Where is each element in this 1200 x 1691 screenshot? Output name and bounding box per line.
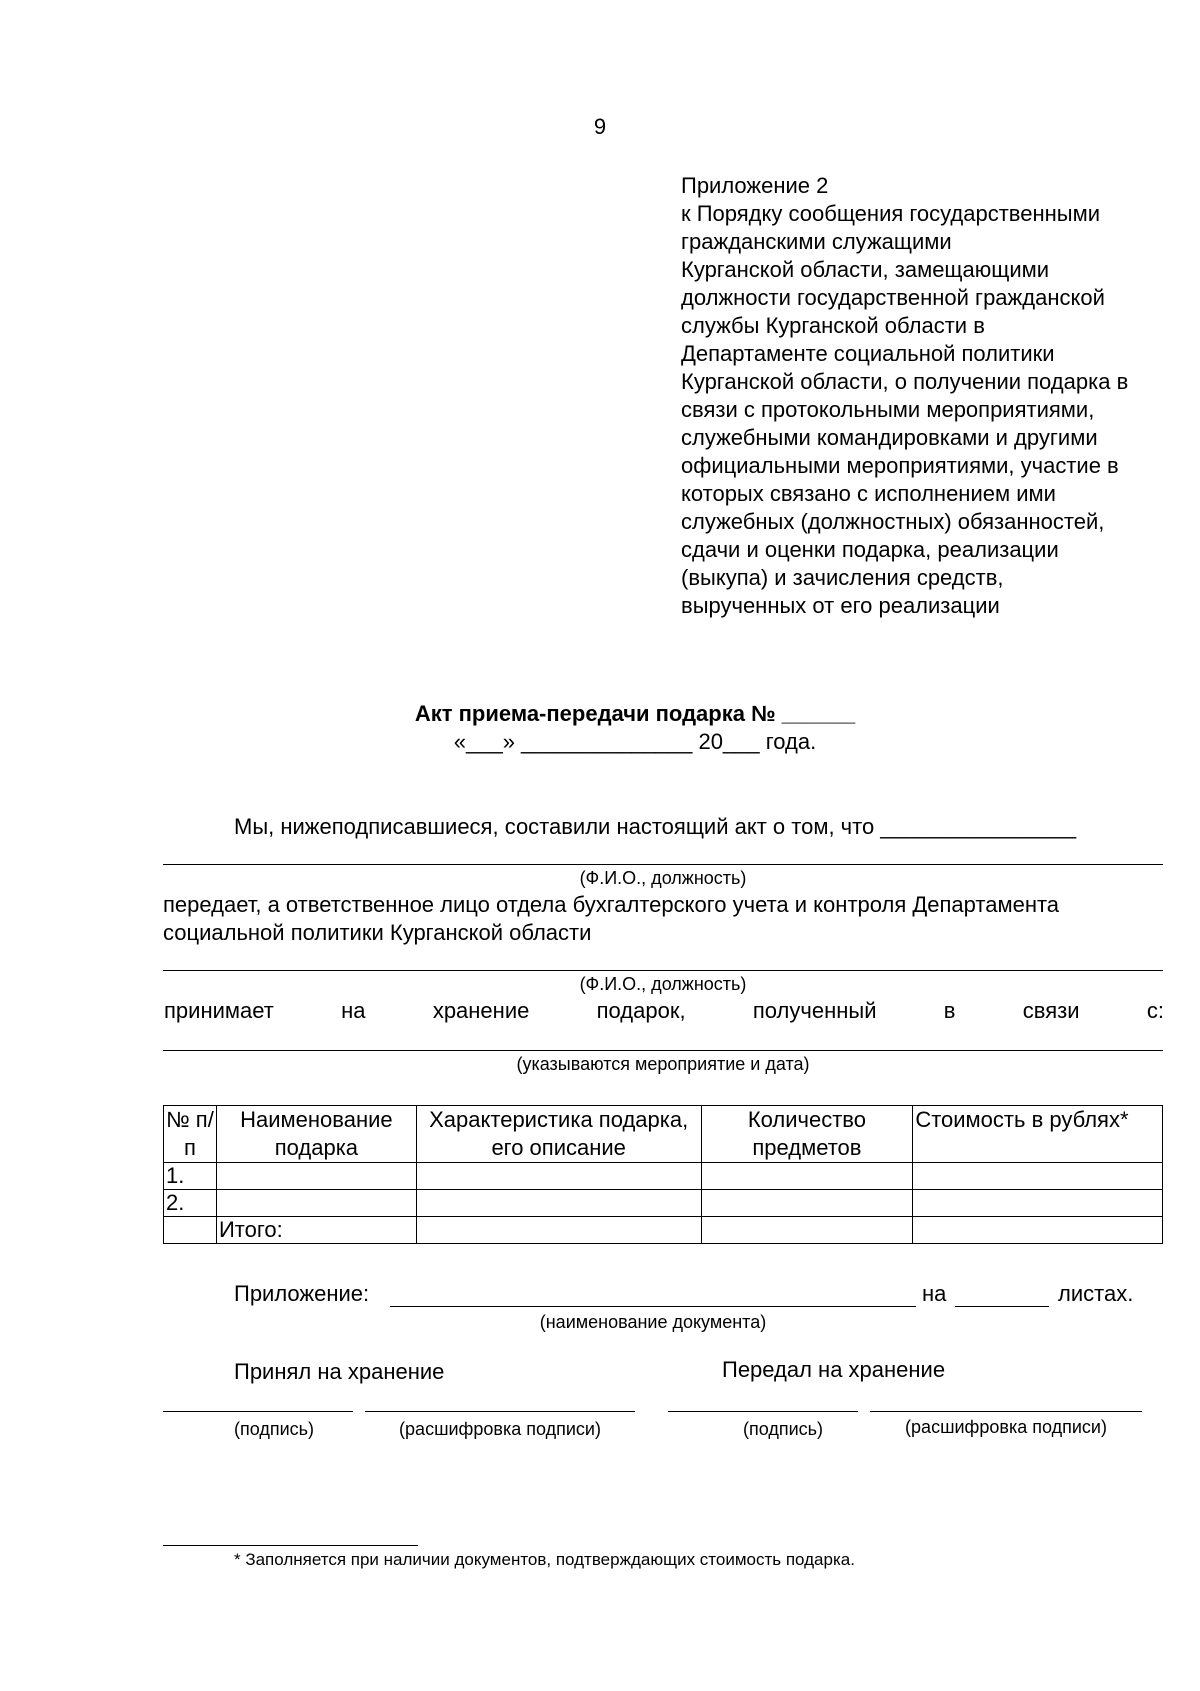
table-cell: [701, 1163, 913, 1190]
header-name: Наименование подарка: [216, 1106, 416, 1163]
header-description: Характеристика подарка, его описание: [416, 1106, 701, 1163]
accepts-line: [164, 998, 1164, 1024]
appendix-line: служебными командировками и другими: [681, 425, 1098, 450]
table-cell: [701, 1190, 913, 1217]
table-cell: [216, 1163, 416, 1190]
footnote-separator: [163, 1545, 418, 1546]
caption-fio-1: (Ф.И.О., должность): [579, 868, 747, 888]
table-row: [164, 1190, 1163, 1217]
accepts-word: подарок,: [596, 998, 686, 1023]
caption-fio-2: (Ф.И.О., должность): [579, 974, 747, 994]
appendix-line: служебных (должностных) обязанностей,: [681, 509, 1105, 534]
transferred-label: Передал на хранение: [722, 1357, 946, 1382]
table-cell: [416, 1217, 701, 1244]
transferred-decoding-line: [870, 1411, 1142, 1412]
accepted-decoding-caption: (расшифровка подписи): [399, 1419, 601, 1439]
table-cell: 1.: [164, 1163, 217, 1190]
table-cell: [701, 1217, 913, 1244]
accepts-word: связи: [1022, 998, 1080, 1023]
accepts-word: хранение: [432, 998, 530, 1023]
table-cell: 2.: [164, 1190, 217, 1217]
table-cell: [913, 1163, 1163, 1190]
appendix-line: Департаменте социальной политики: [681, 341, 1055, 366]
table-cell: [913, 1190, 1163, 1217]
appendix-line: Приложение 2: [681, 173, 829, 198]
appendix-line: (выкупа) и зачисления средств,: [681, 565, 1004, 590]
caption-document-name: (наименование документа): [539, 1312, 767, 1332]
page-number: 9: [593, 114, 607, 139]
appendix-line: должности государственной гражданской: [681, 285, 1105, 310]
gift-table: [163, 1105, 1163, 1244]
attachment-sheets-label: листах.: [1058, 1281, 1134, 1306]
appendix-header: [681, 172, 1181, 620]
accepted-label: Принял на хранение: [234, 1359, 445, 1384]
accepts-word: принимает: [164, 998, 274, 1023]
appendix-line: официальными мероприятиями, участие в: [681, 453, 1119, 478]
header-quantity: Количество предметов: [701, 1106, 913, 1163]
attachment-label: Приложение:: [234, 1281, 370, 1306]
transferred-decoding-caption: (расшифровка подписи): [905, 1417, 1107, 1437]
accepts-word: полученный: [752, 998, 877, 1023]
appendix-line: Курганской области, о получении подарка в: [681, 369, 1129, 394]
table-cell: [216, 1190, 416, 1217]
transfer-text-line-1: передает, а ответственное лицо отдела бухгалтерского учета и контроля Департамента: [163, 892, 1060, 917]
table-cell-total-label: Итого:: [216, 1217, 416, 1244]
attachment-sheets-line: [955, 1306, 1049, 1307]
transferred-signature-caption: (подпись): [742, 1419, 824, 1439]
table-cell: [164, 1217, 217, 1244]
table-row: [164, 1163, 1163, 1190]
footnote: * Заполняется при наличии документов, подтверждающих стоимость подарка.: [234, 1550, 855, 1569]
event-line: [163, 1050, 1163, 1051]
intro-text: Мы, нижеподписавшиеся, составили настоящий акт о том, что ________________: [234, 814, 1077, 839]
accepted-signature-caption: (подпись): [233, 1419, 315, 1439]
transfer-text-line-2: социальной политики Курганской области: [163, 920, 592, 945]
header-number: № п/п: [164, 1106, 217, 1163]
document-title: Акт приема-передачи подарка № ______: [414, 701, 856, 726]
attachment-on-label: на: [922, 1281, 947, 1306]
appendix-line: вырученных от его реализации: [681, 593, 1000, 618]
header-cost: Стоимость в рублях*: [913, 1106, 1163, 1163]
appendix-line: которых связано с исполнением ими: [681, 481, 1056, 506]
accepted-signature-line: [163, 1411, 353, 1412]
table-header-row: [164, 1106, 1163, 1163]
accepts-word: в: [943, 998, 956, 1023]
accepted-decoding-line: [365, 1411, 635, 1412]
accepts-word: с:: [1146, 998, 1164, 1023]
transferred-signature-line: [668, 1411, 858, 1412]
document-date-line: «___» ______________ 20___ года.: [453, 729, 817, 754]
table-cell: [416, 1163, 701, 1190]
fio-line-2: [163, 970, 1163, 971]
accepts-word: на: [341, 998, 366, 1023]
attachment-doc-line: [390, 1306, 916, 1307]
appendix-line: сдачи и оценки подарка, реализации: [681, 537, 1059, 562]
appendix-line: службы Курганской области в: [681, 313, 985, 338]
table-row-total: [164, 1217, 1163, 1244]
caption-event: (указываются мероприятие и дата): [516, 1054, 810, 1074]
appendix-line: связи с протокольными мероприятиями,: [681, 397, 1095, 422]
appendix-line: Курганской области, замещающими: [681, 257, 1050, 282]
table-cell: [416, 1190, 701, 1217]
appendix-line: гражданскими служащими: [681, 229, 952, 254]
appendix-line: к Порядку сообщения государственными: [681, 201, 1101, 226]
fio-line-1: [163, 864, 1163, 865]
table-cell: [913, 1217, 1163, 1244]
